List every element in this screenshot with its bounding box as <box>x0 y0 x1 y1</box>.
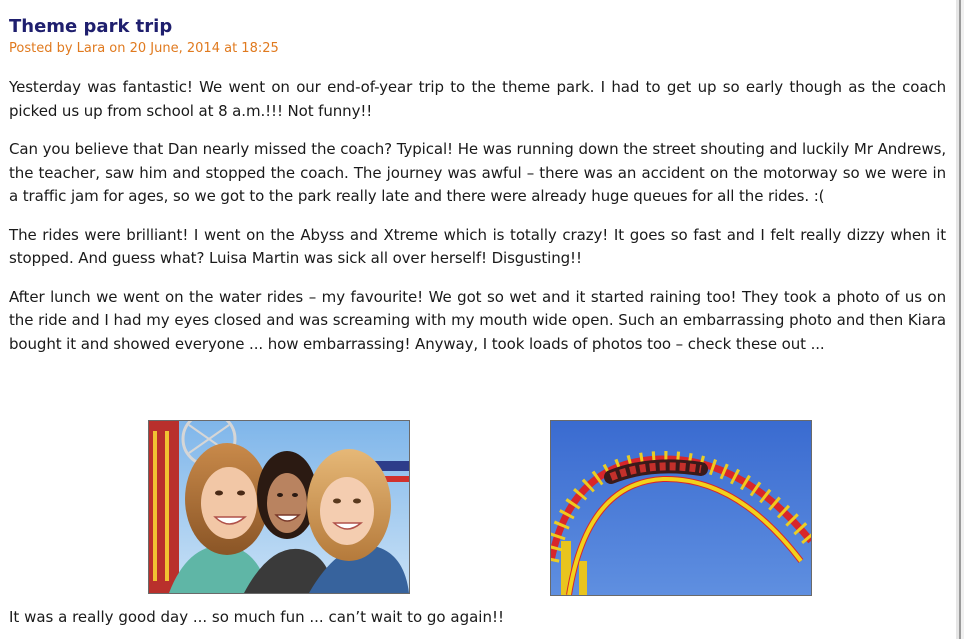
blog-post <box>9 15 946 356</box>
friends-photo <box>148 420 410 594</box>
closing-line: It was a really good day ... so much fun ... can’t wait to go again!! <box>9 608 504 626</box>
post-title: Theme park trip <box>9 16 173 37</box>
post-paragraph: Can you believe that Dan nearly missed the coach? Typical! He was running down the street shouting and luckily Mr Andrews, the teacher, saw him and stopped the coach. The journey was awful – there was an accident on the motorway so we were in a traffic jam for ages, so we got to the park really late and there were already huge queues for all the rides. :( <box>9 140 946 205</box>
page-edge-border <box>956 0 964 639</box>
post-paragraph: After lunch we went on the water rides – my favourite! We got so wet and it started raining too! They took a photo of us on the ride and I had my eyes closed and was screaming with my mouth wide open. Such an embarrassing photo and then Kiara bought it and showed everyone ... how embarrassing! Anyway, I took loads of photos too – check these out ... <box>9 287 946 353</box>
post-paragraph: The rides were brilliant! I went on the Abyss and Xtreme which is totally crazy! It goes so fast and I felt really dizzy when it stopped. And guess what? Luisa Martin was sick all over herself! Disgusting!! <box>9 225 946 267</box>
post-meta: Posted by Lara on 20 June, 2014 at 18:25 <box>9 41 279 56</box>
roller-coaster-photo <box>550 420 812 596</box>
post-paragraph: Yesterday was fantastic! We went on our end-of-year trip to the theme park. I had to get up so early though as the coach picked us up from school at 8 a.m.!!! Not funny!! <box>9 78 946 120</box>
